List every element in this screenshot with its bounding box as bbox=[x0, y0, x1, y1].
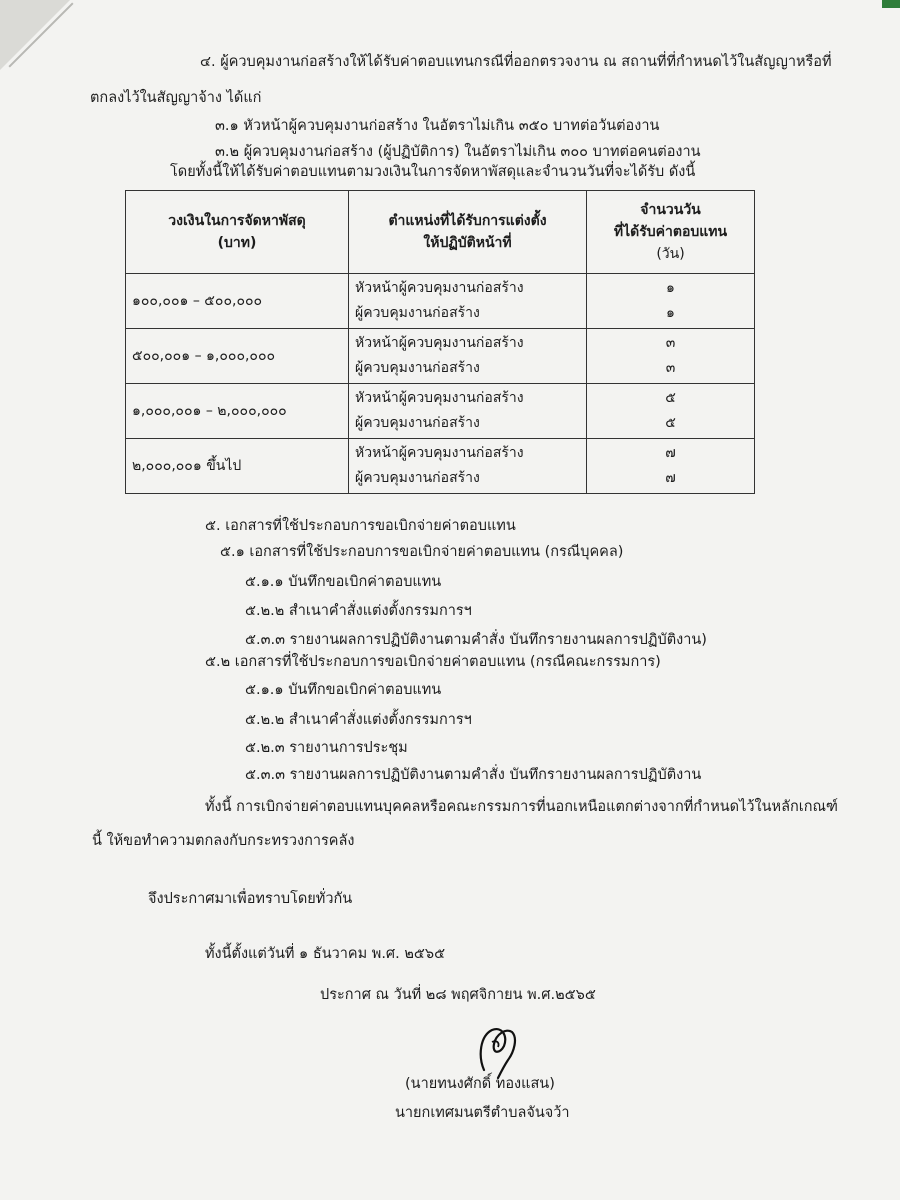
compensation-table bbox=[125, 190, 755, 494]
budget-cell: ๕๐๐,๐๐๑ – ๑,๐๐๐,๐๐๐ bbox=[126, 329, 349, 384]
position-head: หัวหน้าผู้ควบคุมงานก่อสร้าง bbox=[355, 280, 524, 296]
header-position-line1: ตำแหน่งที่ได้รับการแต่งตั้ง bbox=[388, 213, 547, 229]
days-head: ๓ bbox=[665, 335, 676, 351]
header-position bbox=[349, 191, 587, 274]
header-days-line1: จำนวนวัน bbox=[640, 202, 701, 218]
section-5-1-item: ๕.๒.๒ สำเนาคำสั่งแต่งตั้งกรรมการฯ bbox=[245, 603, 472, 619]
section-5-1-item: ๕.๓.๓ รายงานผลการปฏิบัติงานตามคำสั่ง บันทึกรายงานผลการปฏิบัติงาน) bbox=[245, 632, 707, 648]
handwritten-signature bbox=[470, 1020, 530, 1080]
days-head: ๑ bbox=[666, 280, 675, 296]
section-5-2-item: ๕.๓.๓ รายงานผลการปฏิบัติงานตามคำสั่ง บันทึกรายงานผลการปฏิบัติงาน bbox=[245, 767, 702, 783]
position-staff: ผู้ควบคุมงานก่อสร้าง bbox=[355, 470, 480, 486]
header-position-line2: ให้ปฏิบัติหน้าที่ bbox=[423, 235, 512, 251]
signatory-name: (นายทนงศักดิ์ ทองแสน) bbox=[405, 1076, 555, 1092]
section-5-2-item: ๕.๒.๓ รายงานการประชุม bbox=[245, 740, 408, 756]
position-head: หัวหน้าผู้ควบคุมงานก่อสร้าง bbox=[355, 390, 524, 406]
position-staff: ผู้ควบคุมงานก่อสร้าง bbox=[355, 305, 480, 321]
section-5-2-item: ๕.๒.๒ สำเนาคำสั่งแต่งตั้งกรรมการฯ bbox=[245, 712, 472, 728]
section-4-line-2: ตกลงไว้ในสัญญาจ้าง ได้แก่ bbox=[90, 90, 262, 106]
days-head: ๗ bbox=[665, 445, 676, 461]
section-5-1-title: ๕.๑ เอกสารที่ใช้ประกอบการขอเบิกจ่ายค่าตอบแทน (กรณีบุคคล) bbox=[220, 544, 624, 560]
edge-mark bbox=[882, 0, 900, 8]
position-head: หัวหน้าผู้ควบคุมงานก่อสร้าง bbox=[355, 335, 524, 351]
table-row bbox=[126, 439, 755, 494]
days-staff: ๑ bbox=[666, 305, 675, 321]
section-5-2-title: ๕.๒ เอกสารที่ใช้ประกอบการขอเบิกจ่ายค่าตอบแทน (กรณีคณะกรรมการ) bbox=[205, 654, 661, 670]
days-cell bbox=[587, 329, 755, 384]
rate-item-1: ๓.๑ หัวหน้าผู้ควบคุมงานก่อสร้าง ในอัตราไม่เกิน ๓๕๐ บาทต่อวันต่องาน bbox=[215, 118, 660, 134]
position-staff: ผู้ควบคุมงานก่อสร้าง bbox=[355, 415, 480, 431]
table-intro: โดยทั้งนี้ให้ได้รับค่าตอบแทนตามวงเงินในการจัดหาพัสดุและจำนวนวันที่จะได้รับ ดังนี้ bbox=[170, 164, 696, 180]
table-row bbox=[126, 329, 755, 384]
position-cell bbox=[349, 274, 587, 329]
days-staff: ๓ bbox=[665, 360, 676, 376]
table-header-row bbox=[126, 191, 755, 274]
effective-date: ทั้งนี้ตั้งแต่วันที่ ๑ ธันวาคม พ.ศ. ๒๕๖๕ bbox=[205, 946, 446, 962]
header-budget-line2: (บาท) bbox=[217, 235, 257, 251]
budget-cell: ๑,๐๐๐,๐๐๑ – ๒,๐๐๐,๐๐๐ bbox=[126, 384, 349, 439]
days-staff: ๕ bbox=[665, 415, 676, 431]
closing-line-1: ทั้งนี้ การเบิกจ่ายค่าตอบแทนบุคคลหรือคณะกรรมการที่นอกเหนือแตกต่างจากที่กำหนดไว้ในหลักเกณฑ์ bbox=[205, 799, 838, 815]
table-row bbox=[126, 274, 755, 329]
section-5-title: ๕. เอกสารที่ใช้ประกอบการขอเบิกจ่ายค่าตอบแทน bbox=[205, 518, 516, 534]
position-cell bbox=[349, 329, 587, 384]
position-cell bbox=[349, 384, 587, 439]
position-staff: ผู้ควบคุมงานก่อสร้าง bbox=[355, 360, 480, 376]
header-days-line3: (วัน) bbox=[656, 246, 685, 262]
section-4-line-1: ๔. ผู้ควบคุมงานก่อสร้างให้ได้รับค่าตอบแทนกรณีที่ออกตรวจงาน ณ สถานที่ที่กำหนดไว้ในสัญญาหรือที่ bbox=[200, 54, 832, 70]
closing-line-2: นี้ ให้ขอทำความตกลงกับกระทรวงการคลัง bbox=[92, 833, 355, 849]
position-head: หัวหน้าผู้ควบคุมงานก่อสร้าง bbox=[355, 445, 524, 461]
header-days bbox=[587, 191, 755, 274]
announcement: จึงประกาศมาเพื่อทราบโดยทั่วกัน bbox=[148, 891, 353, 907]
days-staff: ๗ bbox=[665, 470, 676, 486]
days-cell bbox=[587, 274, 755, 329]
folded-corner bbox=[0, 0, 70, 70]
header-days-line2: ที่ได้รับค่าตอบแทน bbox=[613, 224, 728, 240]
signatory-title: นายกเทศมนตรีตำบลจันจว้า bbox=[395, 1105, 570, 1121]
section-5-2-item: ๕.๑.๑ บันทึกขอเบิกค่าตอบแทน bbox=[245, 682, 442, 698]
days-head: ๕ bbox=[665, 390, 676, 406]
days-cell bbox=[587, 439, 755, 494]
table-row bbox=[126, 384, 755, 439]
section-5-1-item: ๕.๑.๑ บันทึกขอเบิกค่าตอบแทน bbox=[245, 574, 442, 590]
budget-cell: ๑๐๐,๐๐๑ – ๕๐๐,๐๐๐ bbox=[126, 274, 349, 329]
header-budget-line1: วงเงินในการจัดหาพัสดุ bbox=[168, 213, 306, 229]
days-cell bbox=[587, 384, 755, 439]
position-cell bbox=[349, 439, 587, 494]
announcement-date: ประกาศ ณ วันที่ ๒๘ พฤศจิกายน พ.ศ.๒๕๖๕ bbox=[320, 987, 596, 1003]
header-budget bbox=[126, 191, 349, 274]
budget-cell: ๒,๐๐๐,๐๐๑ ขึ้นไป bbox=[126, 439, 349, 494]
rate-item-2: ๓.๒ ผู้ควบคุมงานก่อสร้าง (ผู้ปฏิบัติการ) ในอัตราไม่เกิน ๓๐๐ บาทต่อคนต่องาน bbox=[215, 144, 701, 160]
